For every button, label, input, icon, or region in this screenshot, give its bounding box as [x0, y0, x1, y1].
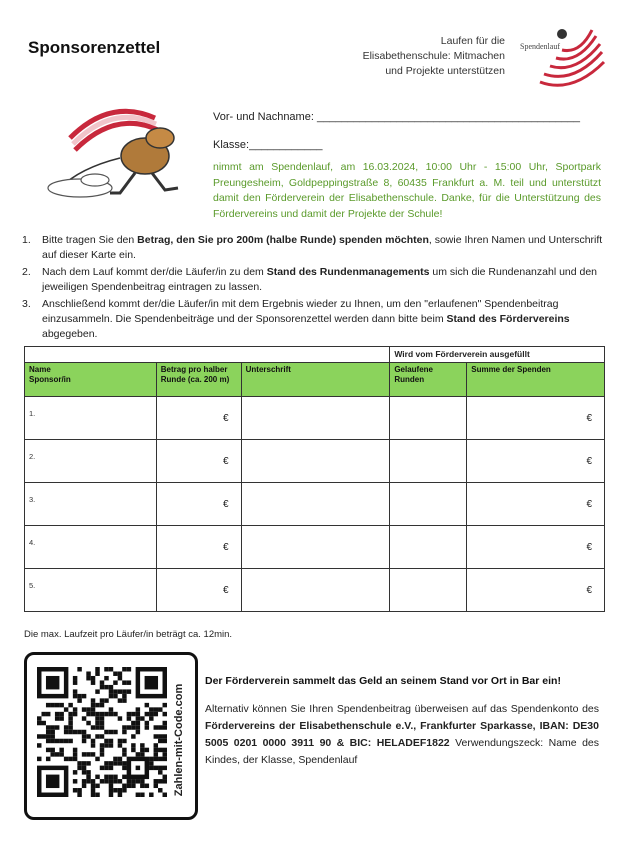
- table-header-row: [25, 363, 605, 397]
- amount-cell[interactable]: €: [156, 440, 241, 483]
- amount-cell[interactable]: €: [156, 569, 241, 612]
- class-field-label[interactable]: Klasse:____________: [213, 139, 323, 151]
- header-tagline: [363, 34, 505, 79]
- instruction-bold: Stand des Fördervereins: [446, 313, 570, 325]
- total-cell[interactable]: €: [467, 569, 605, 612]
- amount-cell[interactable]: €: [156, 526, 241, 569]
- total-cell[interactable]: €: [467, 440, 605, 483]
- name-field-label[interactable]: Vor- und Nachname: ___________________________________________: [213, 111, 581, 123]
- amount-cell[interactable]: €: [156, 397, 241, 440]
- col-header-amount: [156, 363, 241, 397]
- col-header-line: Unterschrift: [245, 365, 291, 374]
- sponsor-table: [24, 346, 605, 612]
- instruction-text: um sich die Rundenanzahl und den jeweiligen Spendenbeitrag eintragen zu lassen.: [42, 266, 598, 293]
- table-row: [25, 569, 605, 612]
- qr-code-icon[interactable]: [37, 667, 167, 797]
- sponsor-name-cell[interactable]: 1.: [25, 397, 157, 440]
- signature-cell[interactable]: [241, 483, 390, 526]
- laps-cell[interactable]: [390, 483, 467, 526]
- bank-text-purpose: Verwendungszeck: Name des Kindes, der Klasse, Spendenlauf: [205, 737, 600, 766]
- instruction-text: Nach dem Lauf kommt der/die Läufer/in zu dem: [42, 266, 267, 278]
- qr-side-label: Zahlen-mit-Code.com: [173, 683, 185, 797]
- signature-cell[interactable]: [241, 526, 390, 569]
- col-header-line: Name: [29, 365, 51, 374]
- instructions-list: [22, 233, 604, 344]
- instruction-number: 3.: [22, 298, 31, 310]
- col-header-line: Summe der Spenden: [471, 365, 551, 374]
- sponsor-name-cell[interactable]: 5.: [25, 569, 157, 612]
- tagline-line-3: und Projekte unterstützen: [385, 65, 505, 77]
- laps-cell[interactable]: [390, 440, 467, 483]
- col-header-line: Betrag pro halber: [160, 365, 228, 374]
- instruction-text: Anschließend kommt der/die Läufer/in mit dem Ergebnis wieder zu Ihnen, um den "erlaufenen" Spendenbeitrag einzusammeln. Die Spendenbeiträge und der Sponsorenzettel werden dann bitte beim: [42, 298, 559, 325]
- table-row: [25, 483, 605, 526]
- signature-cell[interactable]: [241, 440, 390, 483]
- instruction-text: abgegeben.: [42, 328, 98, 340]
- max-runtime-note: Die max. Laufzeit pro Läufer/in beträgt ca. 12min.: [24, 629, 233, 640]
- instruction-number: 2.: [22, 266, 31, 278]
- logo-label: Spendenlauf: [520, 42, 560, 51]
- instruction-bold: Stand des Rundenmanagements: [266, 266, 430, 278]
- col-header-line: Sponsor/in: [29, 375, 71, 384]
- instruction-bold: Betrag, den Sie pro 200m (halbe Runde) spenden möchten: [137, 234, 429, 246]
- qr-side-label-wrap: [169, 665, 189, 815]
- col-header-line: Runden: [394, 375, 425, 384]
- table-row: [25, 397, 605, 440]
- total-cell[interactable]: €: [467, 397, 605, 440]
- laps-cell[interactable]: [390, 397, 467, 440]
- amount-cell[interactable]: €: [156, 483, 241, 526]
- bank-details: Fördervereins der Elisabethenschule e.V., Frankfurter Sparkasse, IBAN: DE30 5005 0201 0000 3911 90 & BIC: HELADEF1822: [205, 720, 599, 749]
- table-group-blank: [25, 347, 390, 363]
- laps-cell[interactable]: [390, 569, 467, 612]
- running-mouse-mascot-icon: [40, 98, 200, 206]
- col-header-line: Runde (ca. 200 m): [160, 375, 230, 384]
- instruction-number: 1.: [22, 234, 31, 246]
- total-cell[interactable]: €: [467, 483, 605, 526]
- sponsor-name-cell[interactable]: 2.: [25, 440, 157, 483]
- foerderverein-headline: Der Förderverein sammelt das Geld an seinem Stand vor Ort in Bar ein!: [205, 675, 561, 687]
- qr-code-box: [24, 652, 198, 820]
- signature-cell[interactable]: [241, 397, 390, 440]
- table-row: [25, 440, 605, 483]
- instruction-text: Bitte tragen Sie den: [42, 234, 138, 246]
- col-header-total: [467, 363, 605, 397]
- col-header-signature: [241, 363, 390, 397]
- signature-cell[interactable]: [241, 569, 390, 612]
- intro-text: nimmt am Spendenlauf, am 16.03.2024, 10:00 Uhr - 15:00 Uhr, Sportpark Preungesheim, Goldpeppingstraße 8, 60435 Frankfurt a. M. teil und unterstützt damit den Förderverein der Elisabethenschule. Danke, für die Unterstützung des Fördervereins und damit der Projekte der Schule!: [213, 161, 601, 220]
- sponsor-name-cell[interactable]: 3.: [25, 483, 157, 526]
- bank-text-intro: Alternativ können Sie Ihren Spendenbeitrag überweisen auf das Spendenkonto des: [205, 703, 599, 715]
- total-cell[interactable]: €: [467, 526, 605, 569]
- foerderverein-bank-text: [205, 701, 599, 769]
- tagline-line-2: Elisabethenschule: Mitmachen: [362, 50, 505, 62]
- instruction-item: [22, 297, 604, 342]
- tagline-line-1: Laufen für die: [440, 35, 505, 47]
- instruction-text: , sowie Ihren Namen und Unterschrift auf dieser Karte ein.: [42, 234, 603, 261]
- table-group-header-row: [25, 347, 605, 363]
- col-header-sponsor: [25, 363, 157, 397]
- table-row: [25, 526, 605, 569]
- table-group-header: Wird vom Förderverein ausgefüllt: [390, 347, 605, 363]
- laps-cell[interactable]: [390, 526, 467, 569]
- instruction-item: [22, 233, 604, 263]
- col-header-laps: [390, 363, 467, 397]
- spendenlauf-logo-icon: [522, 22, 608, 92]
- sponsor-name-cell[interactable]: 4.: [25, 526, 157, 569]
- page-title: Sponsorenzettel: [28, 38, 161, 57]
- col-header-line: Gelaufene: [394, 365, 434, 374]
- instruction-item: [22, 265, 604, 295]
